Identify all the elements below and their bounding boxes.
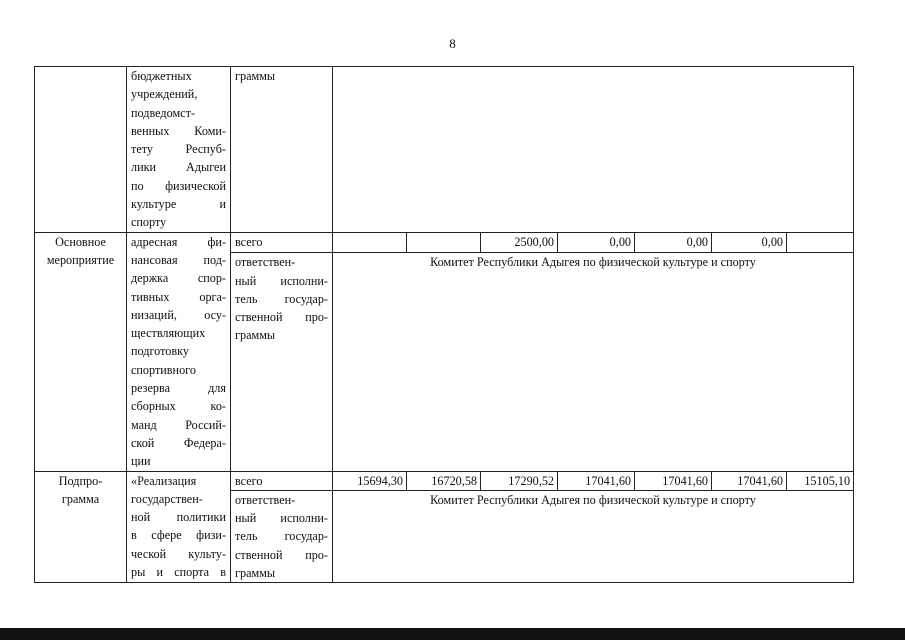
item-type-cell: Подпро- грамма: [35, 471, 127, 583]
responsible-label: ответствен- ный исполни- тель государ- ственной про- граммы: [231, 253, 333, 471]
responsible-executor: Комитет Республики Адыгея по физической культуре и спорту: [333, 253, 854, 471]
scan-edge-bar: [0, 628, 905, 640]
item-name-cell: «Реализация государствен- ной политики в сфере физи- ческой культу- ры и спорта в: [127, 471, 231, 583]
col2-cell: бюджетных учреждений, подведомст- венных Коми- тету Респуб- лики Адыгеи по физической культуре и спорту: [127, 67, 231, 233]
value-cell: 2500,00: [481, 232, 558, 253]
value-cell: [333, 232, 407, 253]
col3-cell: граммы: [231, 67, 333, 233]
value-cell: 17041,60: [558, 471, 635, 490]
total-label: всего: [231, 471, 333, 490]
table-row: [35, 471, 854, 490]
value-cell: 15694,30: [333, 471, 407, 490]
col1-cell: [35, 67, 127, 233]
value-cell: 0,00: [635, 232, 712, 253]
responsible-executor: Комитет Республики Адыгея по физической культуре и спорту: [333, 490, 854, 582]
total-label: всего: [231, 232, 333, 253]
value-cell: [407, 232, 481, 253]
page-number: 8: [449, 36, 456, 51]
item-type-cell: Основное мероприятие: [35, 232, 127, 471]
value-cell: [787, 232, 854, 253]
value-cell: 15105,10: [787, 471, 854, 490]
value-cell: 17041,60: [712, 471, 787, 490]
value-cell: 17290,52: [481, 471, 558, 490]
value-cell: 17041,60: [635, 471, 712, 490]
values-cell: [333, 67, 854, 233]
table-row: [35, 67, 854, 233]
value-cell: 0,00: [558, 232, 635, 253]
value-cell: 16720,58: [407, 471, 481, 490]
table-row: [35, 232, 854, 253]
program-table: [34, 66, 854, 583]
item-name-cell: адресная фи- нансовая под- держка спор- тивных орга- низаций, осу- ществляющих подготовку спортивного резерва для сборных ко- манд Россий- ской Федера- ции: [127, 232, 231, 471]
responsible-label: ответствен- ный исполни- тель государ- ственной про- граммы: [231, 490, 333, 582]
value-cell: 0,00: [712, 232, 787, 253]
